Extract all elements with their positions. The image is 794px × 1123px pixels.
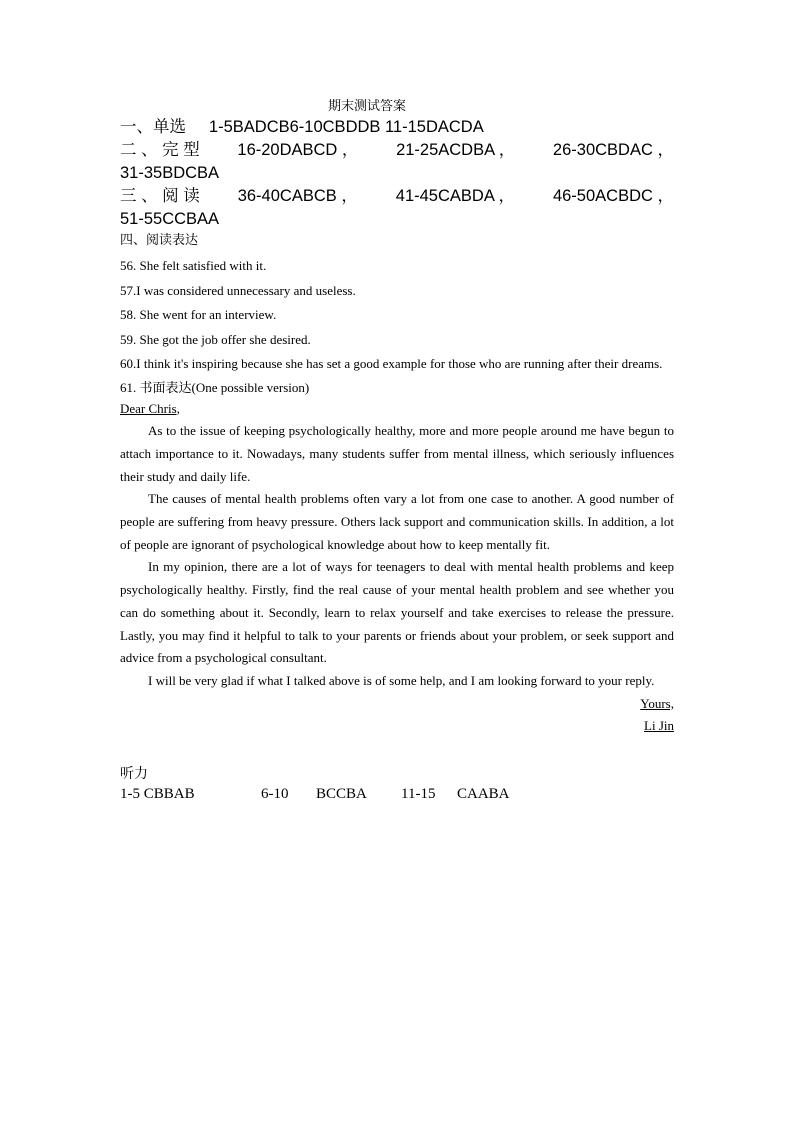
letter-salutation: Dear Chris, [120,400,180,416]
answer-56: 56. She felt satisfied with it. [120,258,267,273]
letter-paragraph: I will be very glad if what I talked above is of some help, and I am looking forward to your reply. [148,672,655,688]
section-answers-1: 36-40CABCB ， [237,187,358,205]
letter-paragraph: As to the issue of keeping psychologically healthy, more and more people around me have begun to attach importance to it. Nowadays, many students suffer from mental illness, which seriously influences their study and daily life. [120,423,674,484]
section-reading-continued: 51-55CCBAA [120,210,220,228]
listening-range-3: 11-15 [401,786,436,803]
section-single-choice [120,116,674,139]
section-answers-2: 41-45CABDA ， [395,187,516,205]
listening-answer-2: BCCBA [316,786,367,803]
letter-paragraph: The causes of mental health problems often vary a lot from one case to another. A good number of people are suffering from heavy pressure. Others lack support and communication skills. In addition, a lot of people are ignorant of psychological knowledge about how to keep mentally fit. [120,491,674,552]
section-reading [120,185,674,208]
letter-closing: Yours, [640,695,674,711]
section-label: 一、单选 [120,118,186,136]
listening-answer-1: 1-5 CBBAB [120,786,195,803]
listening-range-2: 6-10 [261,786,289,803]
page-title: 期末测试答案 [327,99,406,114]
letter-paragraph: In my opinion, there are a lot of ways for teenagers to deal with mental health problems and keep psychologically healthy. Firstly, find the real cause of your mental health problem and see whether you can do something about it. Secondly, learn to relax yourself and take exercises to release the pressure. Lastly, you may find it helpful to talk to your parents or friends about your problem, or seek support and advice from a psychological consultant. [120,559,674,666]
listening-answer-3: CAABA [457,786,510,803]
section-answers-3: 26-30CBDAC ， [552,141,674,159]
section-answers-1: 16-20DABCD ， [237,141,359,159]
answer-sheet [120,95,674,804]
answer-59: 59. She got the job offer she desired. [120,331,311,347]
section-answers-3: 46-50ACBDC ， [552,187,674,205]
answer-57: 57.I was considered unnecessary and useless. [120,282,356,298]
section-cloze [120,139,674,162]
answer-58: 58. She went for an interview. [120,307,277,322]
section-label: 三 、 阅 读 [120,187,200,205]
answer-60: 60.I think it's inspiring because she has set a good example for those who are running after their dreams. [120,356,663,371]
section-cloze-continued: 31-35BDCBA [120,164,220,182]
section-answers-2: 21-25ACDBA ， [396,141,516,159]
letter-body [120,420,674,692]
section-reading-expression-heading: 四、阅读表达 [120,233,199,248]
listening-heading: 听力 [120,766,148,783]
letter-signature: Li Jin [644,718,674,734]
section-answers: 1-5BADCB6-10CBDDB 11-15DACDA [208,118,484,136]
writing-heading: 61. 书面表达(One possible version) [120,379,310,395]
listening-answers [120,784,674,804]
section-label: 二 、 完 型 [120,141,200,159]
